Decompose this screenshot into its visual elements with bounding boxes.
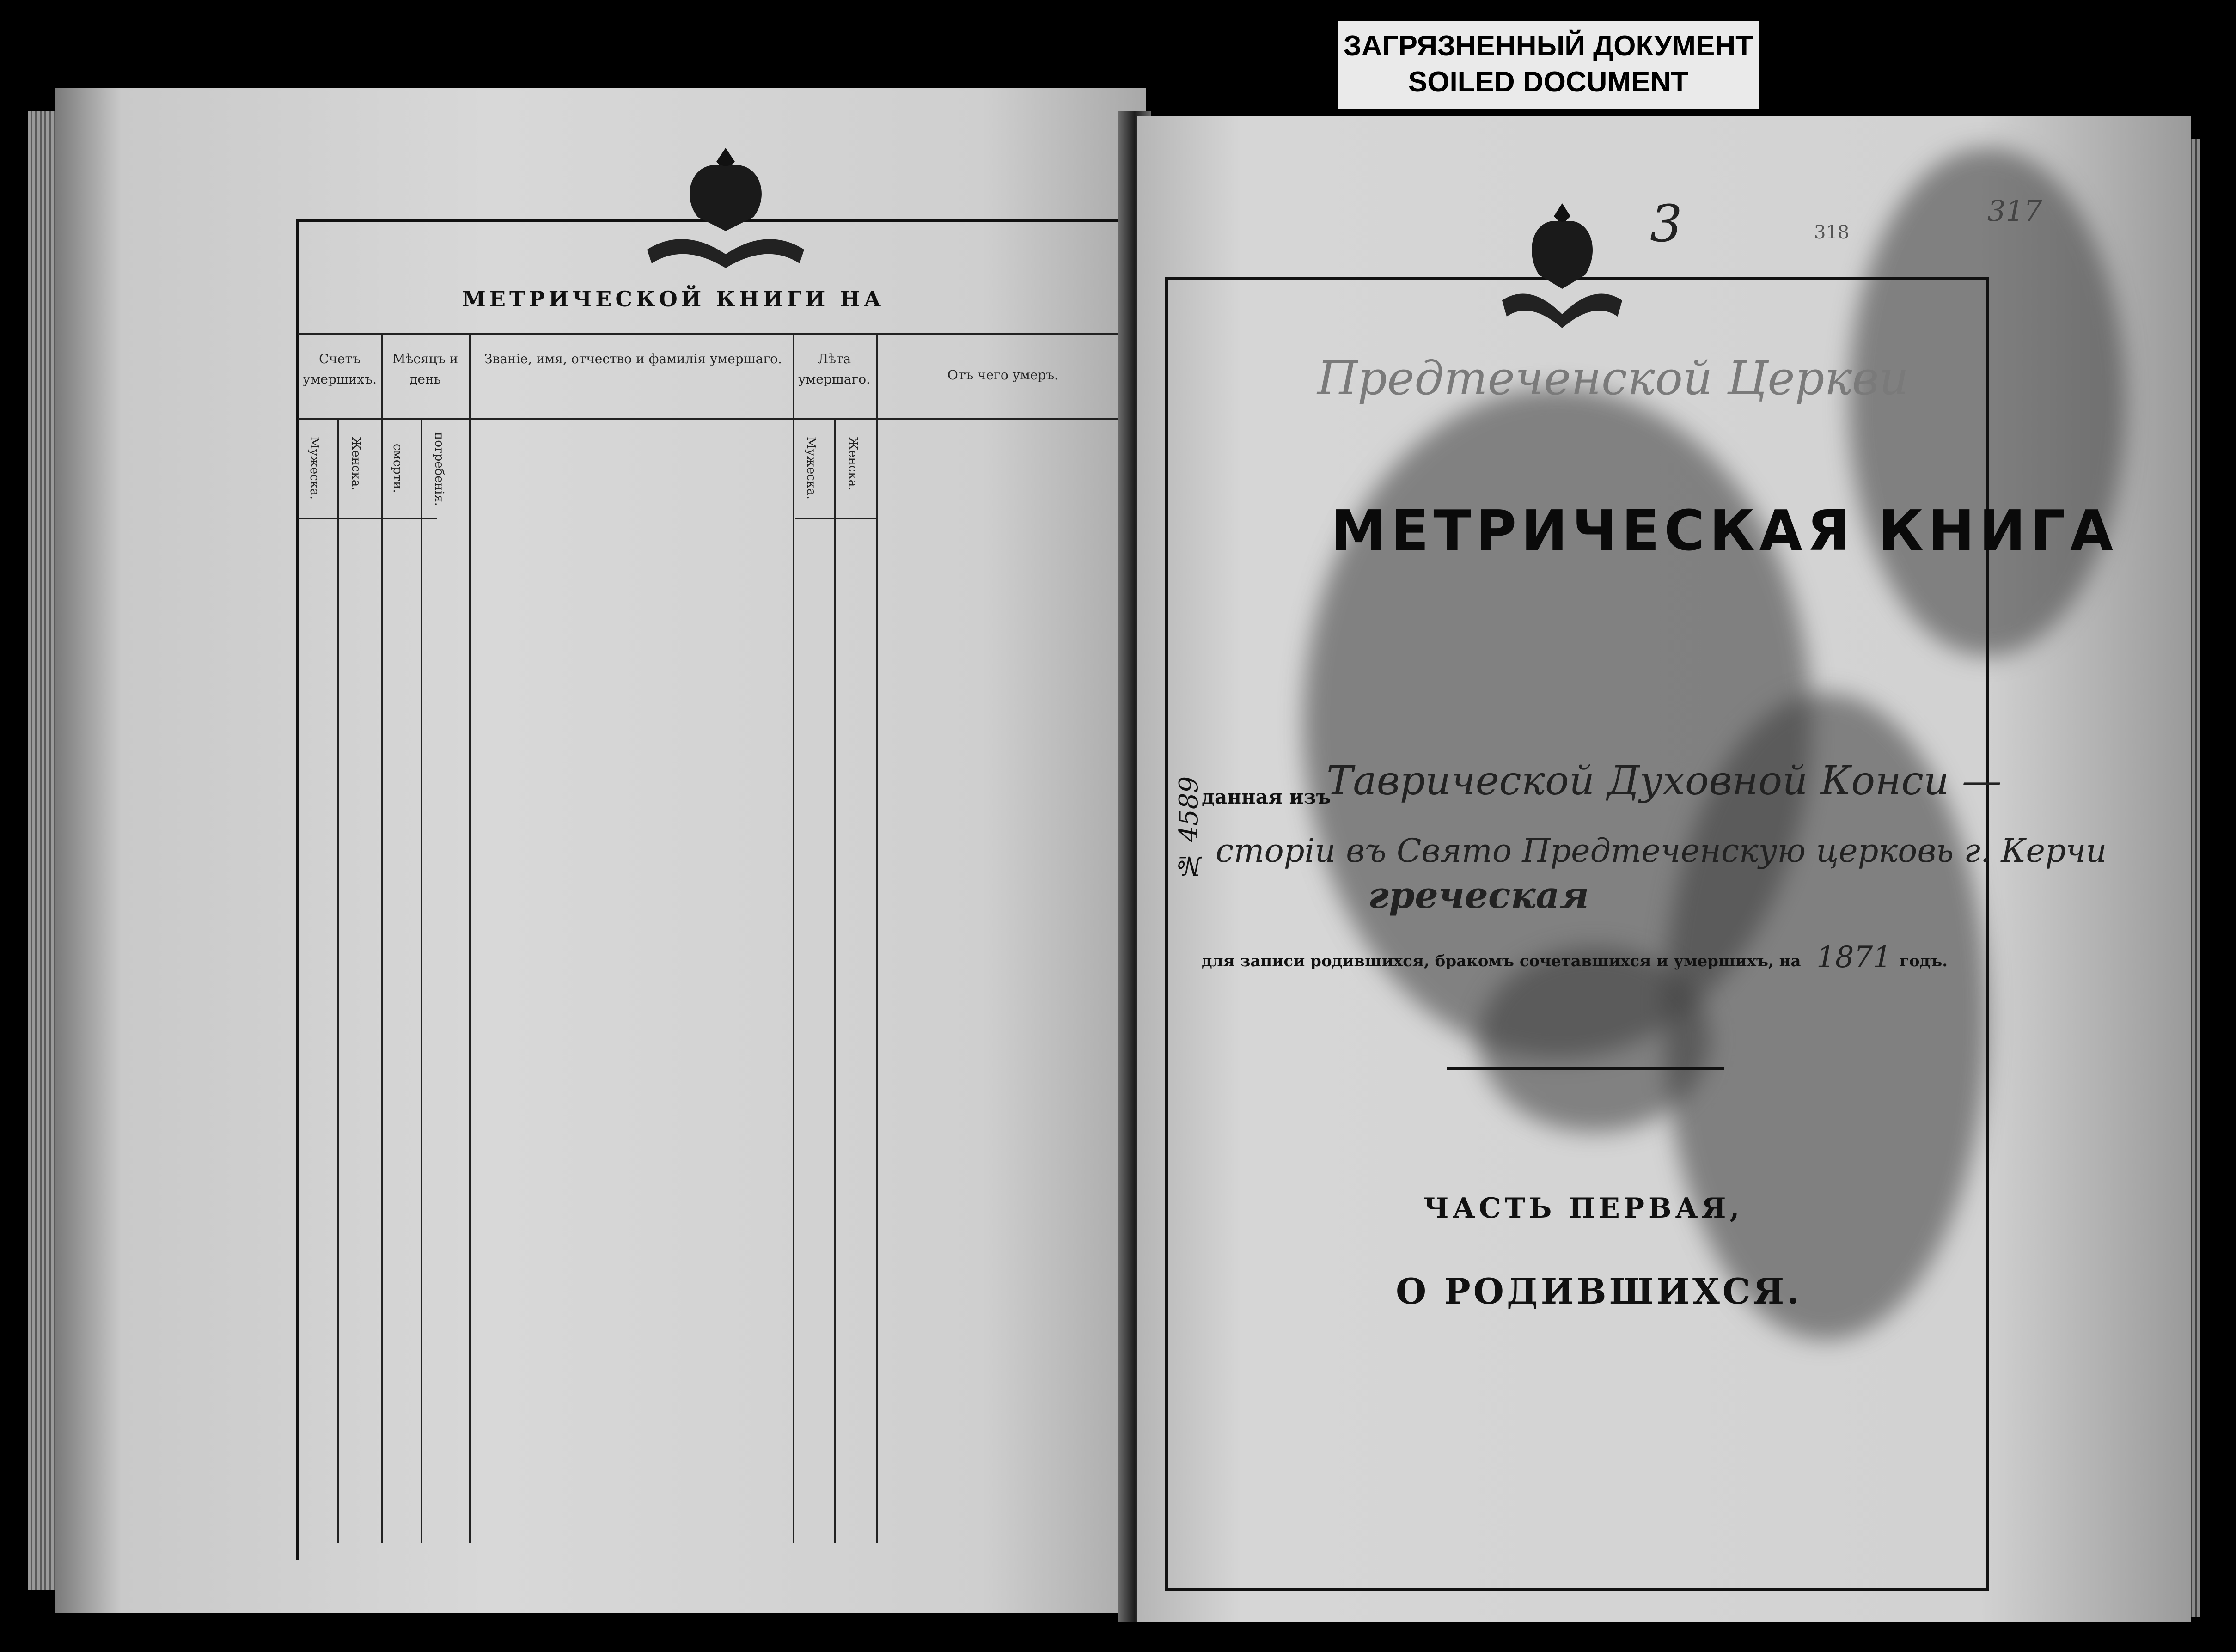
subheader-female: Женска.	[349, 437, 363, 491]
imperial-eagle-emblem-left	[629, 139, 823, 277]
stamp-line-russian: ЗАГРЯЗНЕННЫЙ ДОКУМЕНТ	[1343, 30, 1753, 62]
subheader-male-years: Мужеска.	[804, 437, 818, 500]
stamp-line-english: SOILED DOCUMENT	[1408, 66, 1689, 98]
soiled-document-stamp	[1338, 21, 1759, 109]
subheader-male: Мужеска.	[307, 437, 321, 500]
handwritten-mark: 3	[1650, 194, 1682, 253]
table-rule	[795, 518, 878, 519]
ornamental-rule	[1447, 1067, 1724, 1070]
year-suffix: годъ.	[1900, 952, 1948, 970]
left-page	[55, 88, 1146, 1613]
left-table-left-rule	[296, 219, 299, 1560]
subheader-female-years: Женска.	[846, 437, 860, 491]
births-section-heading: О РОДИВШИХСЯ.	[1396, 1271, 1802, 1312]
record-number: № 4589	[1174, 776, 1204, 881]
record-year: 1871	[1816, 940, 1892, 975]
imperial-eagle-emblem-right	[1484, 194, 1641, 337]
left-page-title: МЕТРИЧЕСКОЙ КНИГИ НА	[462, 287, 885, 311]
part-one-heading: ЧАСТЬ ПЕРВАЯ,	[1423, 1192, 1743, 1225]
handwritten-consistory-2: сторіи въ Свято Предтеченскую церковь г. Керчи	[1216, 832, 2107, 870]
page-number-handwritten: 317	[1987, 194, 2042, 228]
table-column-rule	[381, 333, 383, 1543]
given-from-label: данная изъ	[1202, 786, 1331, 808]
handwritten-greek: греческая	[1368, 873, 1589, 917]
subheader-burial: погребенія.	[432, 432, 446, 506]
page-number: 318	[1814, 222, 1850, 243]
table-column-rule	[834, 418, 836, 1543]
table-column-rule	[421, 418, 422, 1543]
table-column-rule	[876, 333, 878, 1543]
record-purpose-line: для записи родившихся, бракомъ сочетавшихся и умершихъ, на	[1202, 952, 1801, 970]
header-month-day: Мѣсяцъ и день	[392, 351, 458, 387]
handwritten-church: Предтеченской Церкви	[1317, 351, 1909, 405]
table-rule	[298, 333, 1135, 335]
handwritten-consistory-1: Таврической Духовной Конси —	[1326, 758, 2002, 804]
table-column-rule	[793, 333, 794, 1543]
header-name: Званіе, имя, отчество и фамилія умершаго.	[484, 351, 782, 366]
table-rule	[298, 418, 1135, 420]
header-count: Счетъ умершихъ.	[303, 351, 377, 387]
table-column-rule	[469, 333, 471, 1543]
header-years: Лѣта умершаго.	[798, 351, 870, 387]
right-page-frame	[1165, 277, 1989, 1591]
table-column-rule	[337, 418, 339, 1543]
table-rule	[298, 518, 437, 519]
right-page-title: МЕТРИЧЕСКАЯ КНИГА	[1331, 499, 2118, 563]
header-cause: Отъ чего умеръ.	[947, 367, 1059, 383]
subheader-death: смерти.	[391, 444, 404, 493]
